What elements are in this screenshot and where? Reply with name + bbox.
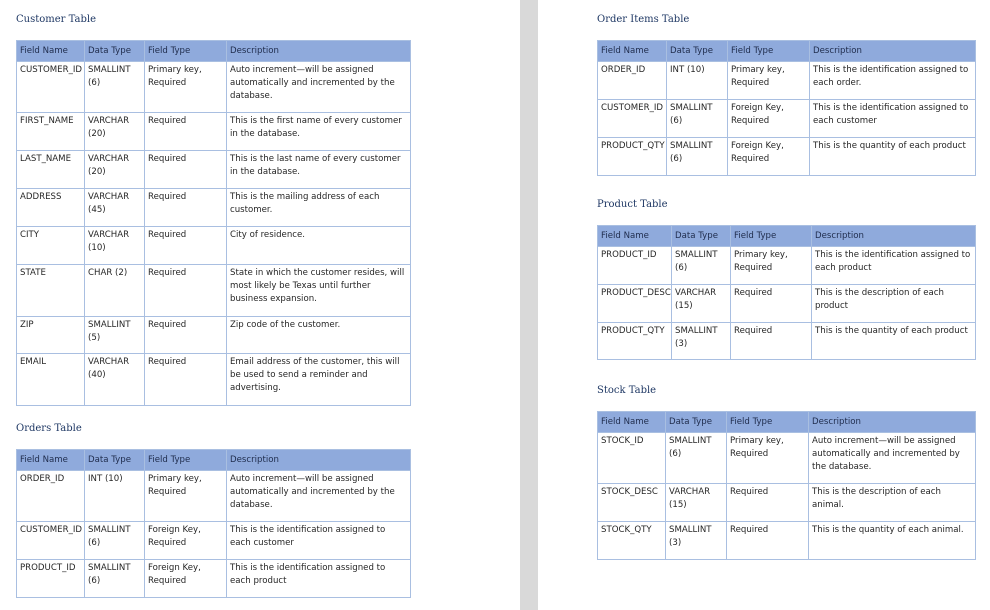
table-title: Order Items Table bbox=[597, 14, 690, 25]
cell-data-type: VARCHAR (45) bbox=[85, 189, 145, 227]
table-row bbox=[598, 323, 976, 360]
customer-table bbox=[16, 12, 411, 406]
cell-description: Auto increment—will be assigned automatically and incremented by the database. bbox=[809, 433, 976, 484]
cell-field-name: PRODUCT_ID bbox=[598, 247, 672, 285]
cell-field-name: STOCK_QTY bbox=[598, 522, 666, 560]
table-row bbox=[17, 189, 411, 227]
table-row bbox=[17, 317, 411, 354]
cell-field-type: Required bbox=[145, 113, 227, 151]
cell-data-type: VARCHAR (20) bbox=[85, 113, 145, 151]
cell-data-type: SMALLINT (6) bbox=[85, 62, 145, 113]
table-row bbox=[17, 522, 411, 560]
header-field-type: Field Type bbox=[728, 41, 810, 62]
cell-field-name: STOCK_DESC bbox=[598, 484, 666, 522]
cell-field-type: Required bbox=[731, 323, 812, 360]
cell-field-type: Required bbox=[145, 265, 227, 317]
cell-description: This is the identification assigned to each product bbox=[812, 247, 976, 285]
cell-field-name: PRODUCT_QTY bbox=[598, 138, 667, 176]
table-title: Orders Table bbox=[16, 423, 82, 434]
cell-description: Auto increment—will be assigned automatically and incremented by the database. bbox=[227, 62, 411, 113]
cell-description: This is the quantity of each product bbox=[810, 138, 976, 176]
header-field-type: Field Type bbox=[145, 450, 227, 471]
table-row bbox=[17, 62, 411, 113]
cell-field-type: Primary key, Required bbox=[728, 62, 810, 100]
cell-data-type: SMALLINT (6) bbox=[667, 100, 728, 138]
cell-data-type: SMALLINT (6) bbox=[667, 138, 728, 176]
header-field-type: Field Type bbox=[731, 226, 812, 247]
cell-description: This is the identification assigned to each product bbox=[227, 560, 411, 598]
cell-data-type: VARCHAR (15) bbox=[672, 285, 731, 323]
cell-data-type: SMALLINT (6) bbox=[666, 433, 727, 484]
header-data-type: Data Type bbox=[666, 412, 727, 433]
cell-data-type: VARCHAR (10) bbox=[85, 227, 145, 265]
header-description: Description bbox=[227, 41, 411, 62]
header-field-type: Field Type bbox=[727, 412, 809, 433]
header-field-name: Field Name bbox=[17, 450, 85, 471]
cell-data-type: INT (10) bbox=[667, 62, 728, 100]
cell-field-name: STATE bbox=[17, 265, 85, 317]
orders-table bbox=[16, 421, 411, 598]
header-field-name: Field Name bbox=[17, 41, 85, 62]
cell-field-name: CITY bbox=[17, 227, 85, 265]
table-title: Stock Table bbox=[597, 385, 657, 396]
header-field-name: Field Name bbox=[598, 41, 667, 62]
cell-field-type: Required bbox=[727, 522, 809, 560]
cell-data-type: SMALLINT (6) bbox=[85, 560, 145, 598]
header-row bbox=[598, 226, 976, 247]
cell-field-name: FIRST_NAME bbox=[17, 113, 85, 151]
cell-field-type: Primary key, Required bbox=[731, 247, 812, 285]
cell-data-type: SMALLINT (6) bbox=[85, 522, 145, 560]
header-description: Description bbox=[812, 226, 976, 247]
cell-data-type: VARCHAR (15) bbox=[666, 484, 727, 522]
cell-description: This is the quantity of each animal. bbox=[809, 522, 976, 560]
header-data-type: Data Type bbox=[85, 450, 145, 471]
table-row bbox=[17, 227, 411, 265]
header-row bbox=[598, 412, 976, 433]
table-row bbox=[17, 471, 411, 522]
cell-data-type: SMALLINT (3) bbox=[672, 323, 731, 360]
header-row bbox=[17, 450, 411, 471]
cell-data-type: INT (10) bbox=[85, 471, 145, 522]
table-row bbox=[598, 247, 976, 285]
table-row bbox=[598, 433, 976, 484]
cell-field-name: ORDER_ID bbox=[17, 471, 85, 522]
order-items-table bbox=[597, 12, 976, 176]
document-page-right bbox=[538, 0, 990, 610]
header-description: Description bbox=[809, 412, 976, 433]
cell-field-type: Required bbox=[145, 151, 227, 189]
table-row bbox=[17, 113, 411, 151]
header-description: Description bbox=[810, 41, 976, 62]
cell-description: This is the last name of every customer in the database. bbox=[227, 151, 411, 189]
cell-description: This is the first name of every customer in the database. bbox=[227, 113, 411, 151]
table-row bbox=[598, 100, 976, 138]
cell-field-type: Primary key, Required bbox=[727, 433, 809, 484]
cell-field-type: Required bbox=[145, 227, 227, 265]
stock-table bbox=[597, 383, 976, 560]
cell-field-name: STOCK_ID bbox=[598, 433, 666, 484]
cell-field-name: CUSTOMER_ID bbox=[17, 62, 85, 113]
header-data-type: Data Type bbox=[672, 226, 731, 247]
product-table bbox=[597, 197, 976, 360]
cell-data-type: VARCHAR (40) bbox=[85, 354, 145, 406]
header-data-type: Data Type bbox=[85, 41, 145, 62]
table-row bbox=[598, 484, 976, 522]
cell-field-type: Required bbox=[145, 317, 227, 354]
cell-field-name: LAST_NAME bbox=[17, 151, 85, 189]
table-row bbox=[598, 522, 976, 560]
table-row bbox=[598, 285, 976, 323]
cell-field-name: CUSTOMER_ID bbox=[17, 522, 85, 560]
cell-field-name: ZIP bbox=[17, 317, 85, 354]
page-gap bbox=[520, 0, 538, 610]
table-row bbox=[17, 151, 411, 189]
header-description: Description bbox=[227, 450, 411, 471]
cell-description: Zip code of the customer. bbox=[227, 317, 411, 354]
table-row bbox=[17, 265, 411, 317]
cell-data-type: CHAR (2) bbox=[85, 265, 145, 317]
cell-data-type: SMALLINT (6) bbox=[672, 247, 731, 285]
cell-field-type: Foreign Key, Required bbox=[728, 100, 810, 138]
header-field-type: Field Type bbox=[145, 41, 227, 62]
cell-field-type: Foreign Key, Required bbox=[145, 522, 227, 560]
table-row bbox=[17, 354, 411, 406]
cell-field-type: Primary key, Required bbox=[145, 62, 227, 113]
cell-field-type: Required bbox=[731, 285, 812, 323]
header-field-name: Field Name bbox=[598, 412, 666, 433]
cell-field-name: ORDER_ID bbox=[598, 62, 667, 100]
header-field-name: Field Name bbox=[598, 226, 672, 247]
cell-description: This is the description of each animal. bbox=[809, 484, 976, 522]
cell-description: City of residence. bbox=[227, 227, 411, 265]
cell-description: This is the quantity of each product bbox=[812, 323, 976, 360]
cell-field-type: Required bbox=[145, 354, 227, 406]
cell-description: This is the identification assigned to each customer bbox=[810, 100, 976, 138]
cell-field-type: Required bbox=[145, 189, 227, 227]
header-row bbox=[17, 41, 411, 62]
cell-description: This is the description of each product bbox=[812, 285, 976, 323]
cell-field-type: Required bbox=[727, 484, 809, 522]
cell-data-type: VARCHAR (20) bbox=[85, 151, 145, 189]
cell-description: This is the mailing address of each customer. bbox=[227, 189, 411, 227]
cell-description: This is the identification assigned to each customer bbox=[227, 522, 411, 560]
cell-field-type: Foreign Key, Required bbox=[728, 138, 810, 176]
cell-description: Auto increment—will be assigned automatically and incremented by the database. bbox=[227, 471, 411, 522]
cell-description: This is the identification assigned to each order. bbox=[810, 62, 976, 100]
cell-description: Email address of the customer, this will be used to send a reminder and advertising. bbox=[227, 354, 411, 406]
cell-field-type: Foreign Key, Required bbox=[145, 560, 227, 598]
table-title: Customer Table bbox=[16, 14, 96, 25]
cell-field-name: PRODUCT_DESC bbox=[598, 285, 672, 323]
cell-data-type: SMALLINT (5) bbox=[85, 317, 145, 354]
cell-field-name: CUSTOMER_ID bbox=[598, 100, 667, 138]
cell-field-name: ADDRESS bbox=[17, 189, 85, 227]
table-row bbox=[598, 138, 976, 176]
table-row bbox=[17, 560, 411, 598]
table-row bbox=[598, 62, 976, 100]
header-data-type: Data Type bbox=[667, 41, 728, 62]
cell-field-type: Primary key, Required bbox=[145, 471, 227, 522]
cell-field-name: EMAIL bbox=[17, 354, 85, 406]
cell-field-name: PRODUCT_QTY bbox=[598, 323, 672, 360]
cell-description: State in which the customer resides, will most likely be Texas until further business expansion. bbox=[227, 265, 411, 317]
cell-data-type: SMALLINT (3) bbox=[666, 522, 727, 560]
header-row bbox=[598, 41, 976, 62]
table-title: Product Table bbox=[597, 199, 668, 210]
cell-field-name: PRODUCT_ID bbox=[17, 560, 85, 598]
